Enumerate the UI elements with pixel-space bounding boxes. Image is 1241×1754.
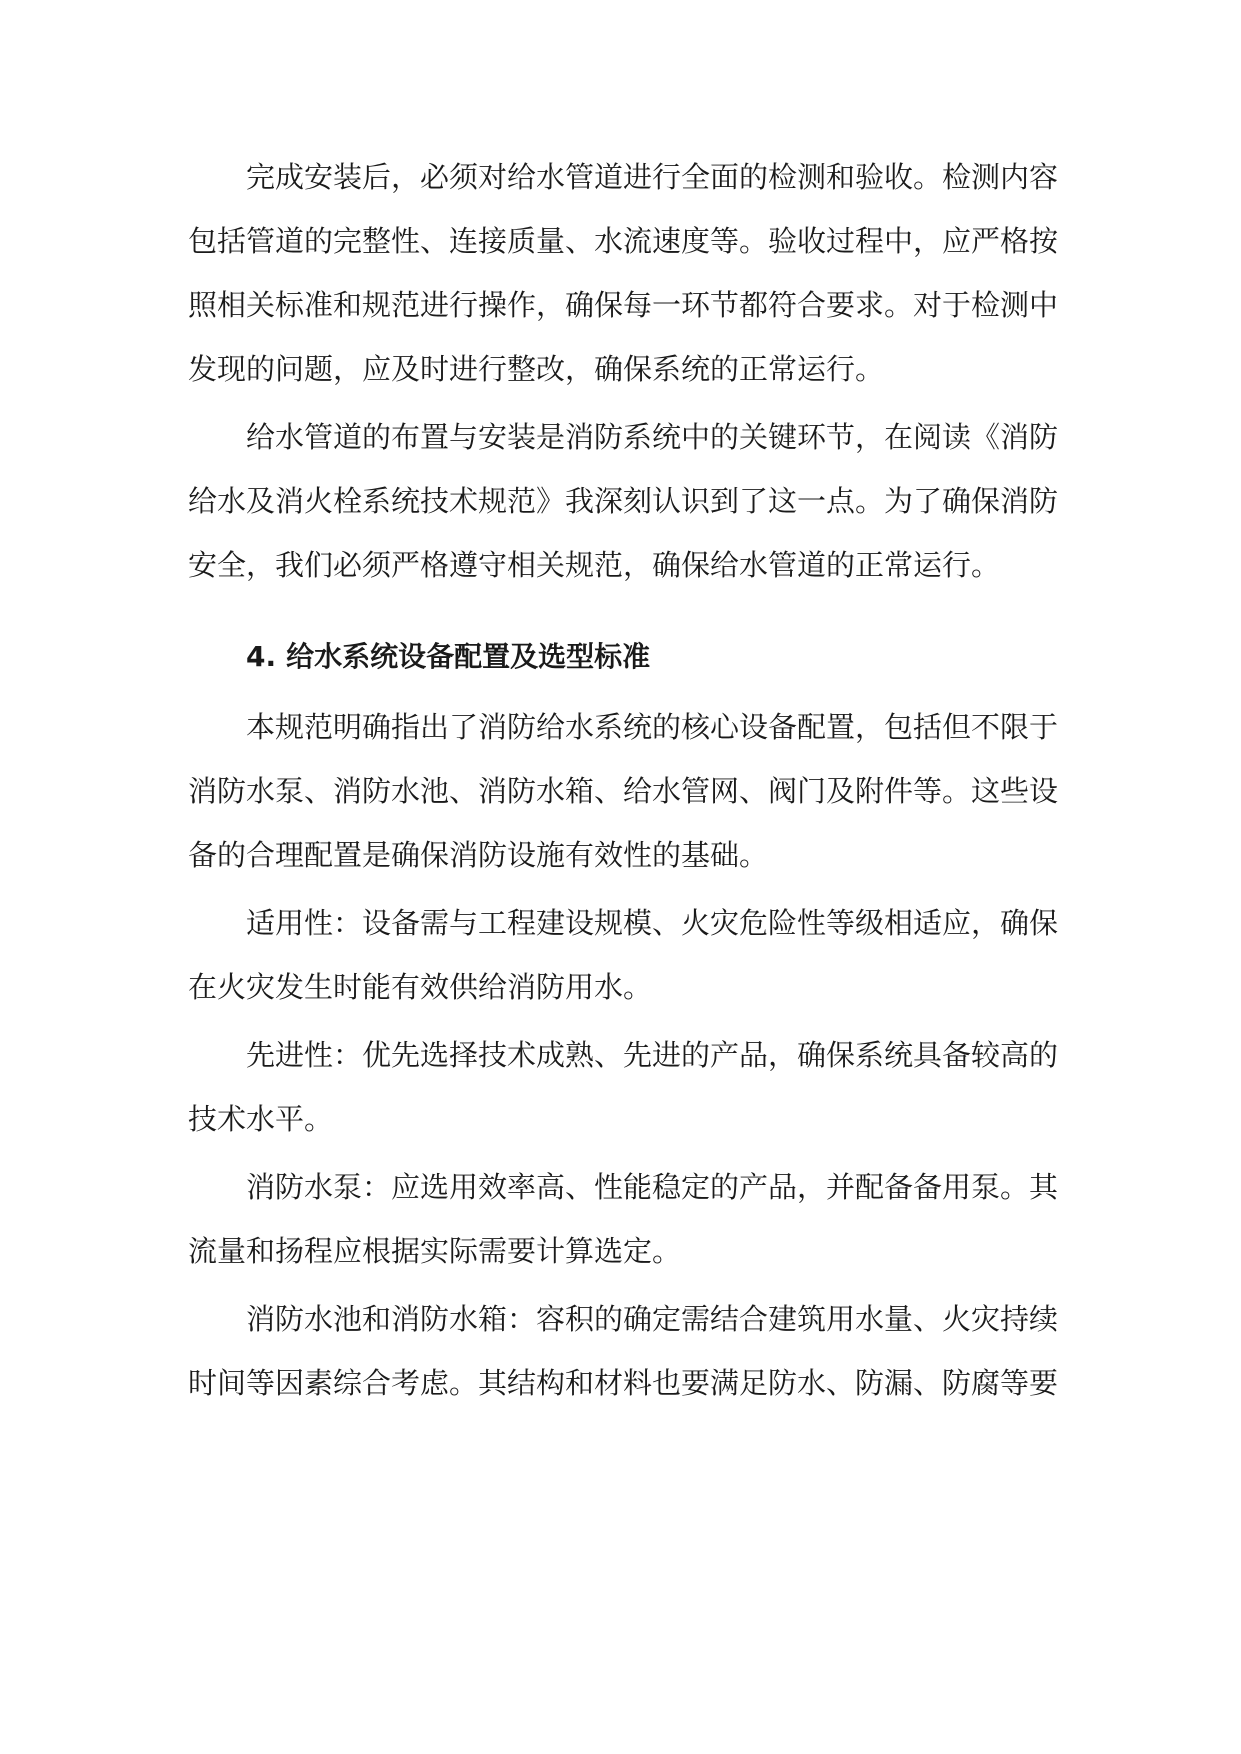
paragraph-pool-and-tank: 消防水池和消防水箱：容积的确定需结合建筑用水量、火灾持续时间等因素综合考虑。其结构和材料也要满足防水、防漏、防腐等要 xyxy=(188,1302,1059,1400)
section-title: 给水系统设备配置及选型标准 xyxy=(286,640,651,673)
paragraph-inspection-acceptance: 完成安装后，必须对给水管道进行全面的检测和验收。检测内容包括管道的完整性、连接质量、水流速度等。验收过程中，应严格按照相关标准和规范进行操作，确保每一环节都符合要求。对于检测中发现的问题，应及时进行整改，确保系统的正常运行。 xyxy=(188,160,1059,386)
paragraph-applicability: 适用性：设备需与工程建设规模、火灾危险性等级相适应，确保在火灾发生时能有效供给消防用水。 xyxy=(188,906,1059,1004)
document-body xyxy=(188,145,1058,1419)
section-number: 4. xyxy=(246,640,277,673)
paragraph-advancement: 先进性：优先选择技术成熟、先进的产品，确保系统具备较高的技术水平。 xyxy=(188,1038,1059,1136)
paragraph-pipe-layout-summary: 给水管道的布置与安装是消防系统中的关键环节，在阅读《消防给水及消火栓系统技术规范》我深刻认识到了这一点。为了确保消防安全，我们必须严格遵守相关规范，确保给水管道的正常运行。 xyxy=(188,420,1059,582)
section-heading xyxy=(188,625,1058,689)
paragraph-core-equipment: 本规范明确指出了消防给水系统的核心设备配置，包括但不限于消防水泵、消防水池、消防水箱、给水管网、阀门及附件等。这些设备的合理配置是确保消防设施有效性的基础。 xyxy=(188,710,1059,872)
paragraph-fire-pump: 消防水泵：应选用效率高、性能稳定的产品，并配备备用泵。其流量和扬程应根据实际需要计算选定。 xyxy=(188,1170,1059,1268)
